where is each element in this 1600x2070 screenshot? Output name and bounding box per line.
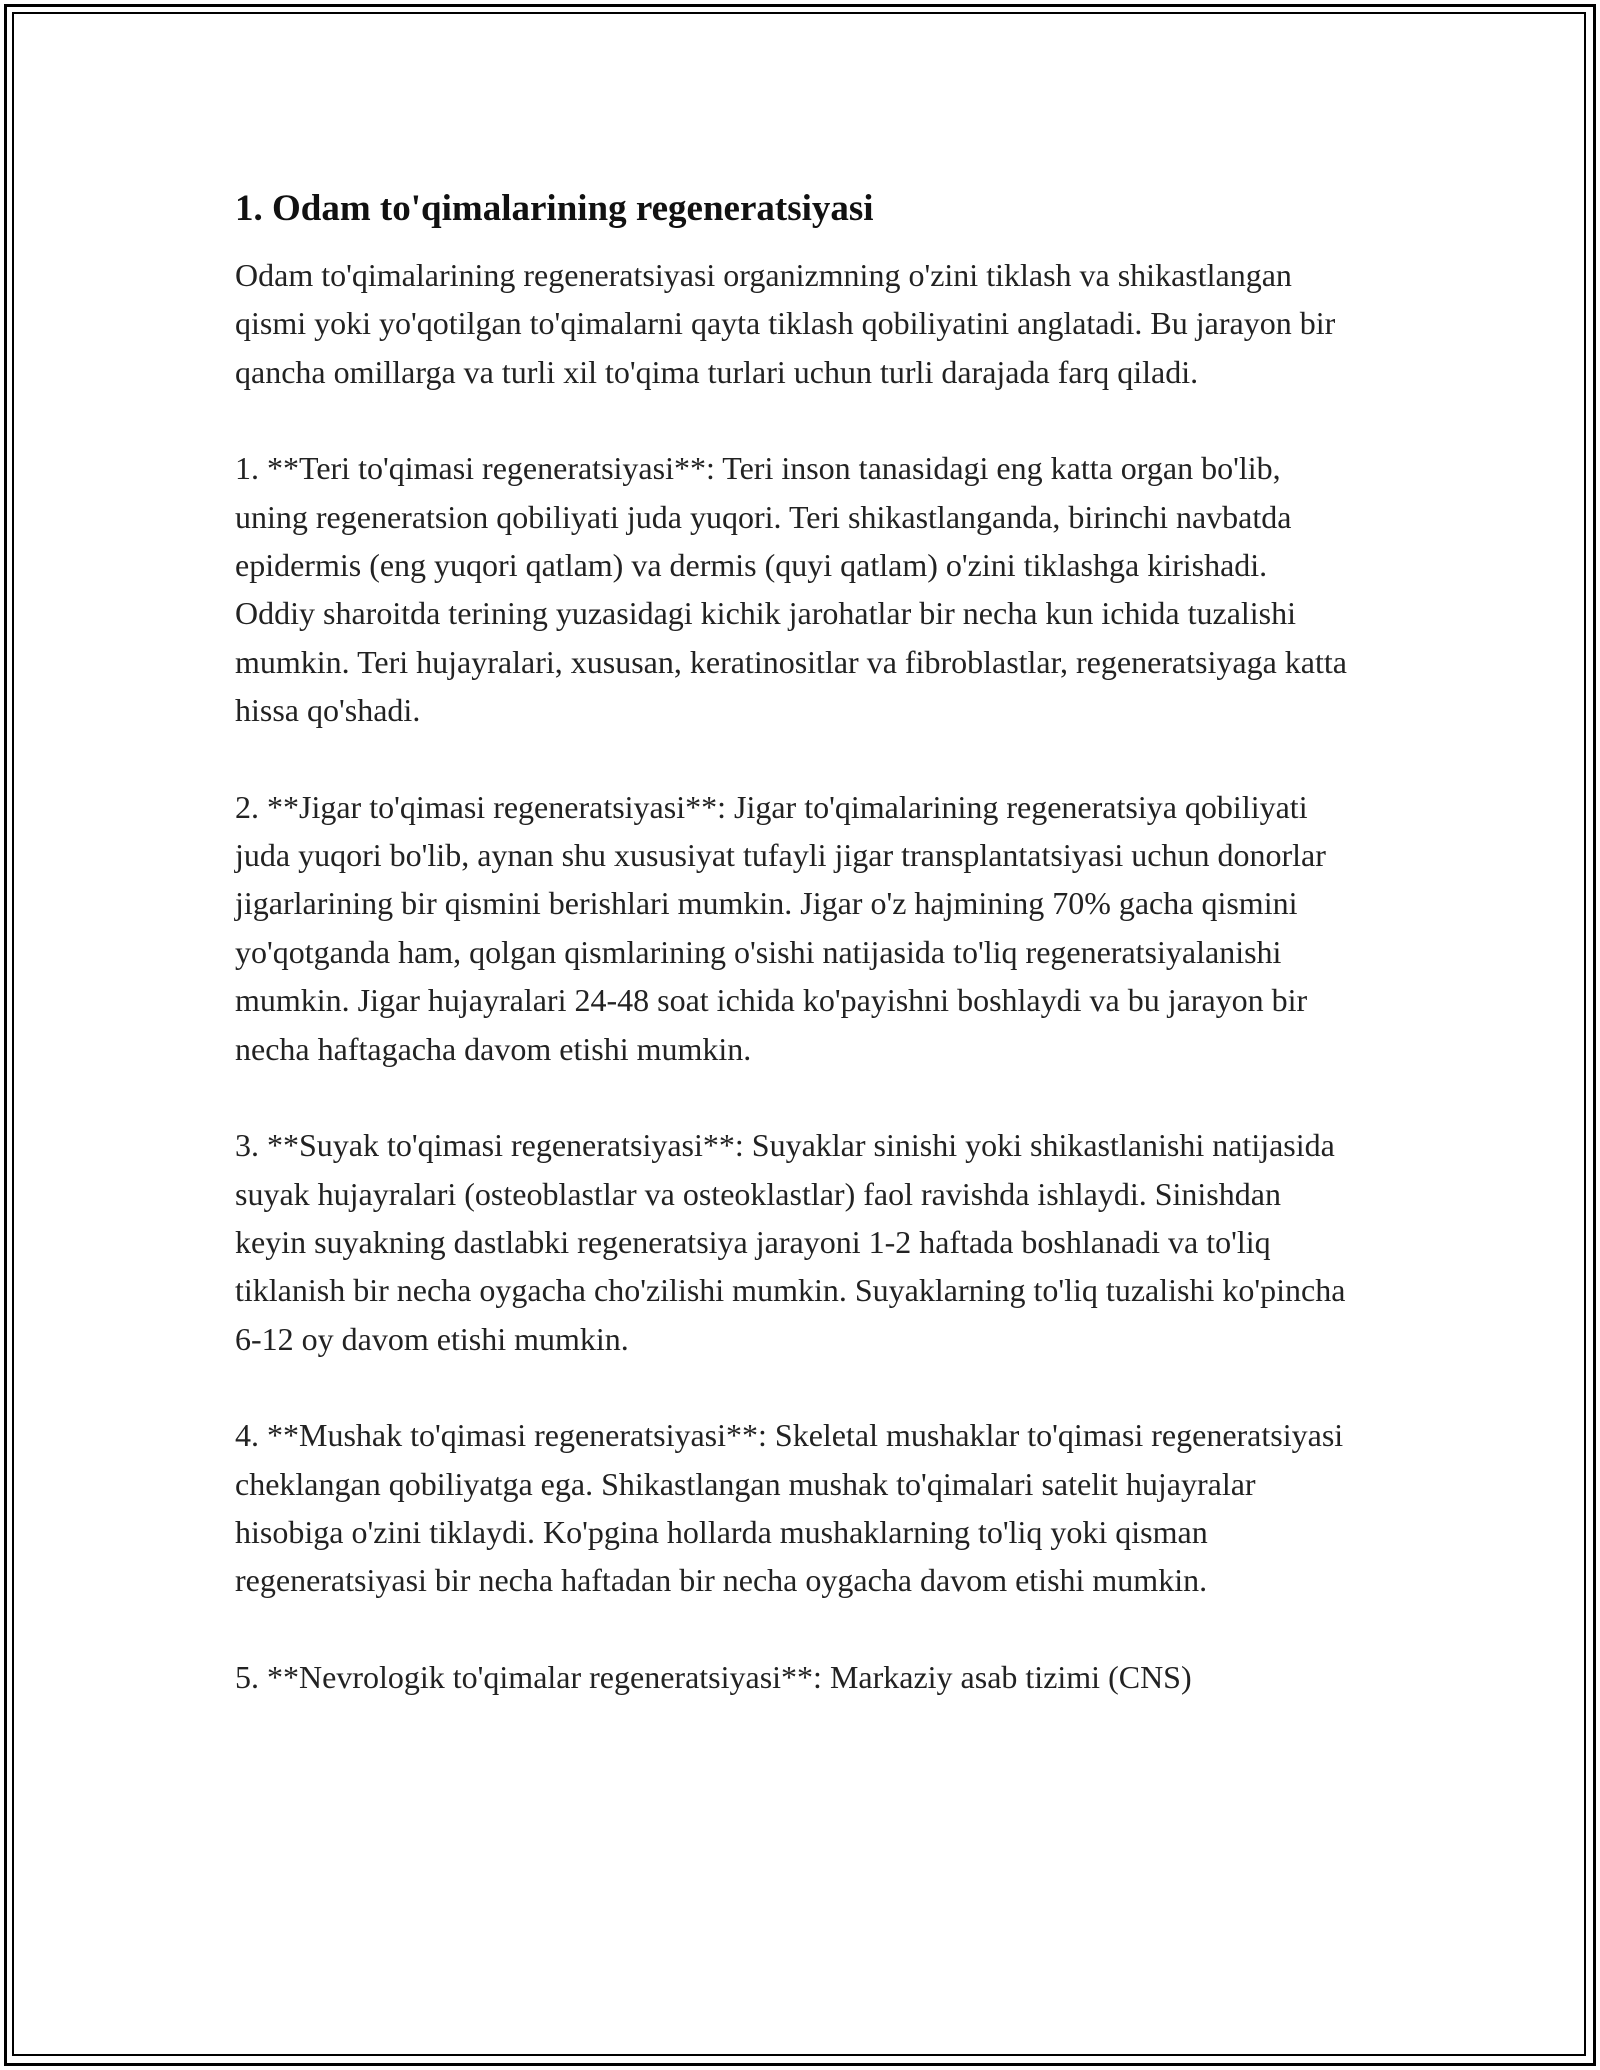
document-body [235, 185, 1355, 1749]
paragraph-neural-regeneration: 5. **Nevrologik to'qimalar regeneratsiyasi**: Markaziy asab tizimi (CNS) [235, 1658, 1192, 1695]
intro-paragraph: Odam to'qimalarining regeneratsiyasi organizmning o'zini tiklash va shikastlangan qismi yoki yo'qotilgan to'qimalarni qayta tiklash qobiliyatini anglatadi. Bu jarayon bir qancha omillarga va turli xil to'qima turlari uchun turli darajada farq qiladi. [235, 257, 1336, 390]
document-title: 1. Odam to'qimalarining regeneratsiyasi [235, 188, 874, 229]
paragraph-bone-regeneration: 3. **Suyak to'qimasi regeneratsiyasi**: Suyaklar sinishi yoki shikastlanishi natijasida suyak hujayralari (osteoblastlar va osteoklastlar) faol ravishda ishlaydi. Sinishdan keyin suyakning dastlabki regeneratsiya jarayoni 1-2 haftada boshlanadi va to'liq tiklanish bir necha oygacha cho'zilishi mumkin. Suyaklarning to'liq tuzalishi ko'pincha 6-12 oy davom etishi mumkin. [235, 1127, 1346, 1357]
paragraph-muscle-regeneration: 4. **Mushak to'qimasi regeneratsiyasi**: Skeletal mushaklar to'qimasi regeneratsiyasi cheklangan qobiliyatga ega. Shikastlangan mushak to'qimalari satelit hujayralar hisobiga o'zini tiklaydi. Ko'pgina hollarda mushaklarning to'liq yoki qisman regeneratsiyasi bir necha haftadan bir necha oygacha davom etishi mumkin. [235, 1417, 1344, 1599]
paragraph-skin-regeneration: 1. **Teri to'qimasi regeneratsiyasi**: Teri inson tanasidagi eng katta organ bo'lib, uning regeneratsion qobiliyati juda yuqori. Teri shikastlanganda, birinchi navbatda epidermis (eng yuqori qatlam) va dermis (quyi qatlam) o'zini tiklashga kirishadi. Oddiy sharoitda terining yuzasidagi kichik jarohatlar bir necha kun ichida tuzalishi mumkin. Teri hujayralari, xususan, keratinositlar va fibroblastlar, regeneratsiyaga katta hissa qo'shadi. [235, 450, 1347, 729]
paragraph-liver-regeneration: 2. **Jigar to'qimasi regeneratsiyasi**: Jigar to'qimalarining regeneratsiya qobiliyati juda yuqori bo'lib, aynan shu xususiyat tufayli jigar transplantatsiyasi uchun donorlar jigarlarining bir qismini berishlari mumkin. Jigar o'z hajmining 70% gacha qismini yo'qotganda ham, qolgan qismlarining o'sishi natijasida to'liq regeneratsiyalanishi mumkin. Jigar hujayralari 24-48 soat ichida ko'payishni boshlaydi va bu jarayon bir necha haftagacha davom etishi mumkin. [235, 788, 1326, 1067]
